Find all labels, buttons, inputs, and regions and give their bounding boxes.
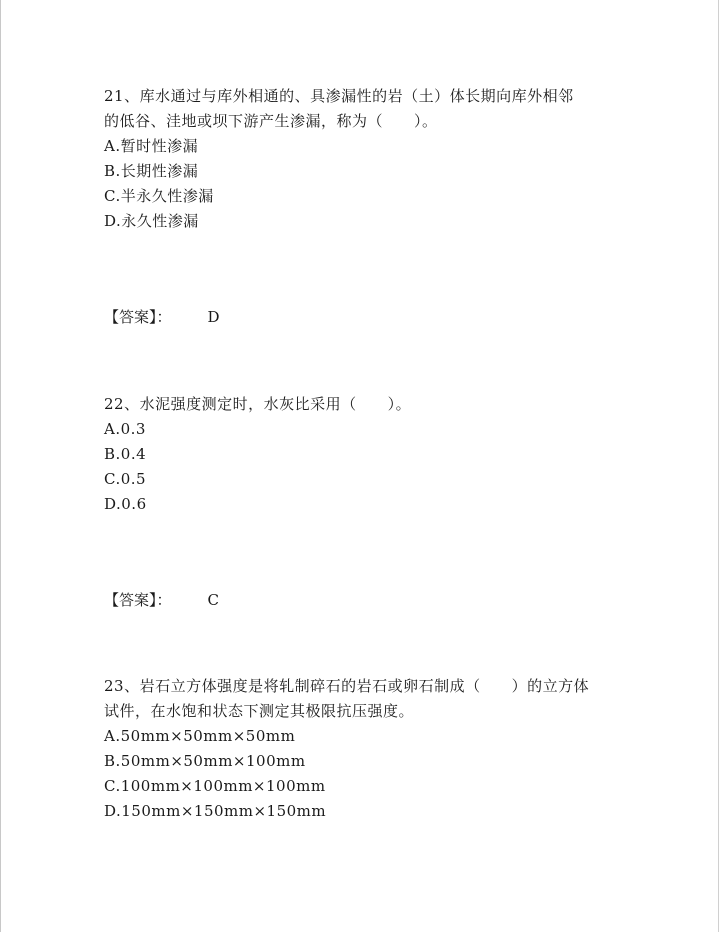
- answer-value: C: [207, 591, 219, 609]
- answer-value: D: [207, 308, 220, 326]
- question-stem-line: 23、岩石立方体强度是将轧制碎石的岩石或卵石制成（ ）的立方体: [104, 677, 590, 695]
- question-stem-line: 的低谷、洼地或坝下游产生渗漏，称为（ ）。: [104, 112, 438, 130]
- question-stem-line: 22、水泥强度测定时，水灰比采用（ ）。: [104, 395, 412, 413]
- option-b: B.50mm×50mm×100mm: [104, 752, 306, 770]
- option-c: C.0.5: [104, 470, 147, 488]
- answer-22: [104, 588, 219, 613]
- page-right-edge: [718, 0, 719, 932]
- option-a: A.暂时性渗漏: [104, 137, 199, 155]
- option-b: B.长期性渗漏: [104, 162, 199, 180]
- option-b: B.0.4: [104, 445, 147, 463]
- option-c: C.半永久性渗漏: [104, 187, 214, 205]
- answer-label: 【答案】：: [104, 591, 172, 609]
- option-d: D.0.6: [104, 495, 147, 513]
- option-a: A.0.3: [104, 420, 146, 438]
- answer-21: [104, 305, 220, 330]
- question-23: [104, 674, 624, 824]
- question-stem-line: 试件，在水饱和状态下测定其极限抗压强度。: [104, 702, 415, 720]
- option-a: A.50mm×50mm×50mm: [104, 727, 296, 745]
- option-d: D.150mm×150mm×150mm: [104, 802, 327, 820]
- page-left-edge: [0, 0, 1, 932]
- option-c: C.100mm×100mm×100mm: [104, 777, 326, 795]
- question-22: [104, 392, 624, 517]
- answer-label: 【答案】：: [104, 308, 172, 326]
- question-21: [104, 84, 624, 234]
- question-stem-line: 21、库水通过与库外相通的、具渗漏性的岩（土）体长期向库外相邻: [104, 87, 574, 105]
- option-d: D.永久性渗漏: [104, 212, 199, 230]
